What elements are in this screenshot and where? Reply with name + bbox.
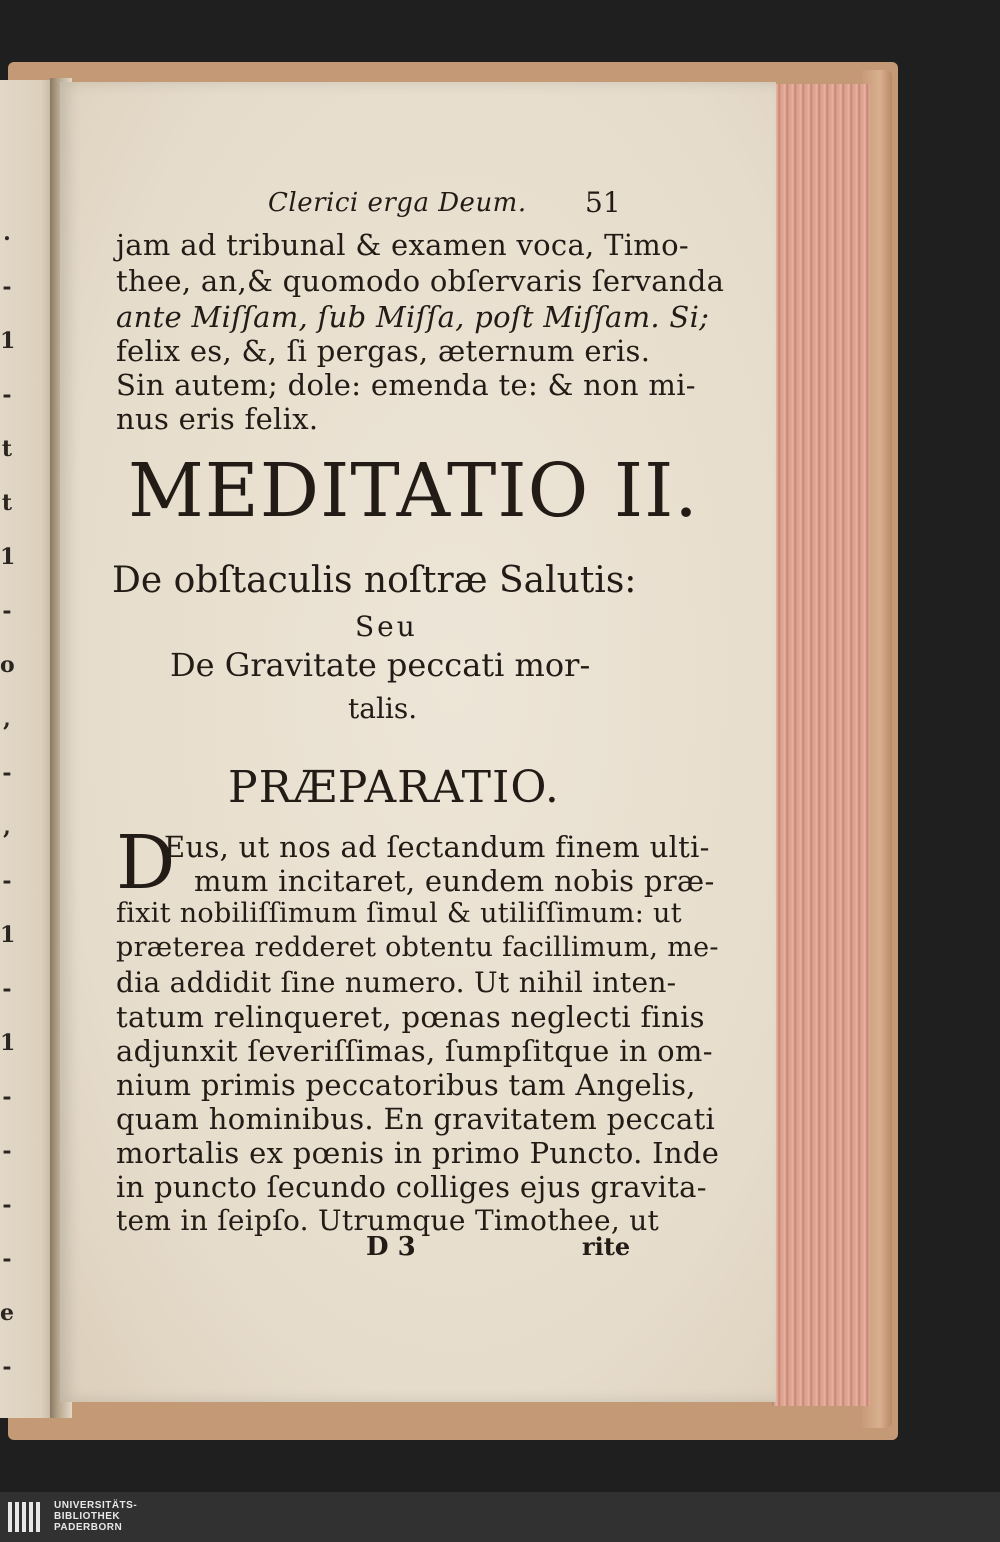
body-line: fixit nobiliſſimum ſimul & utiliſſimum: ut: [116, 898, 682, 929]
body-line: tatum relinqueret, pœnas neglecti finis: [116, 1000, 705, 1034]
body-line: tem in ſeipſo. Utrumque Timothee, ut: [116, 1204, 660, 1237]
signature-mark: D 3: [366, 1232, 416, 1262]
subtitle-line: De Gravitate peccati mor-: [170, 646, 591, 684]
left-margin-mark: ,: [3, 814, 11, 840]
drop-cap: D: [116, 820, 176, 906]
page-number: 51: [585, 186, 621, 219]
text-line: jam ad tribunal & examen voca, Timo-: [116, 228, 689, 262]
text-line: Sin autem; dole: emenda te: & non mi-: [116, 368, 696, 402]
body-line: adjunxit ſeveriſſimas, ſumpſitque in om-: [116, 1034, 713, 1068]
left-margin-mark: -: [2, 760, 12, 786]
text-line: thee, an,& quomodo obſervaris ſervanda: [116, 264, 725, 298]
catchword: rite: [582, 1232, 631, 1261]
meditation-title: MEDITATIO II.: [128, 448, 699, 534]
body-line: quam hominibus. En gravitatem peccati: [116, 1102, 716, 1136]
left-margin-mark: -: [2, 1192, 12, 1218]
body-line: Eus, ut nos ad ſectandum finem ulti-: [164, 830, 710, 864]
left-margin-mark: .: [3, 220, 11, 246]
left-margin-mark: -: [2, 274, 12, 300]
left-margin-mark: -: [2, 976, 12, 1002]
red-page-edges: [772, 84, 870, 1406]
left-margin-mark: 1: [0, 328, 16, 354]
left-margin-mark: e: [0, 1300, 14, 1326]
left-margin-mark: 1: [0, 1030, 16, 1056]
body-line: mortalis ex pœnis in primo Puncto. Inde: [116, 1136, 720, 1170]
body-line: in puncto ſecundo colliges ejus gravita-: [116, 1170, 707, 1204]
left-margin-mark: -: [2, 382, 12, 408]
left-margin-mark: ,: [3, 706, 11, 732]
body-line: nium primis peccatoribus tam Angelis,: [116, 1068, 696, 1102]
left-margin-mark: 1: [0, 544, 16, 570]
text-line: nus eris felix.: [116, 402, 319, 436]
text-line: ante Miſſam, ſub Miſſa, poſt Miſſam. Si;: [116, 300, 710, 334]
body-line: dia addidit ſine numero. Ut nihil inten-: [116, 966, 677, 999]
left-margin-mark: -: [2, 1084, 12, 1110]
subtitle-line: talis.: [348, 692, 418, 725]
left-margin-mark: -: [2, 1246, 12, 1272]
body-line: præterea redderet obtentu facillimum, me-: [116, 932, 719, 963]
logo-line: BIBLIOTHEK: [54, 1511, 121, 1522]
library-logo-icon: [8, 1502, 46, 1532]
left-margin-mark: -: [2, 1354, 12, 1380]
logo-line: PADERBORN: [54, 1522, 123, 1533]
running-head: Clerici erga Deum.: [268, 188, 527, 218]
left-margin-mark: -: [2, 1138, 12, 1164]
left-margin-mark: t: [1, 436, 13, 462]
left-margin-mark: -: [2, 868, 12, 894]
body-line: mum incitaret, eundem nobis præ-: [194, 864, 715, 898]
library-logo-text: [54, 1500, 137, 1533]
subtitle-seu: Seu: [355, 610, 418, 643]
text-line: felix es, &, ſi pergas, æternum eris.: [116, 334, 651, 368]
library-footer: [0, 1492, 1000, 1542]
left-margin-mark: -: [2, 598, 12, 624]
left-margin-mark: t: [1, 490, 13, 516]
section-heading: PRÆPARATIO.: [228, 762, 560, 813]
subtitle-line: De obſtaculis noſtræ Salutis:: [112, 560, 637, 601]
left-margin-mark: o: [0, 652, 15, 678]
left-margin-mark: 1: [0, 922, 16, 948]
logo-line: UNIVERSITÄTS-: [54, 1500, 138, 1511]
